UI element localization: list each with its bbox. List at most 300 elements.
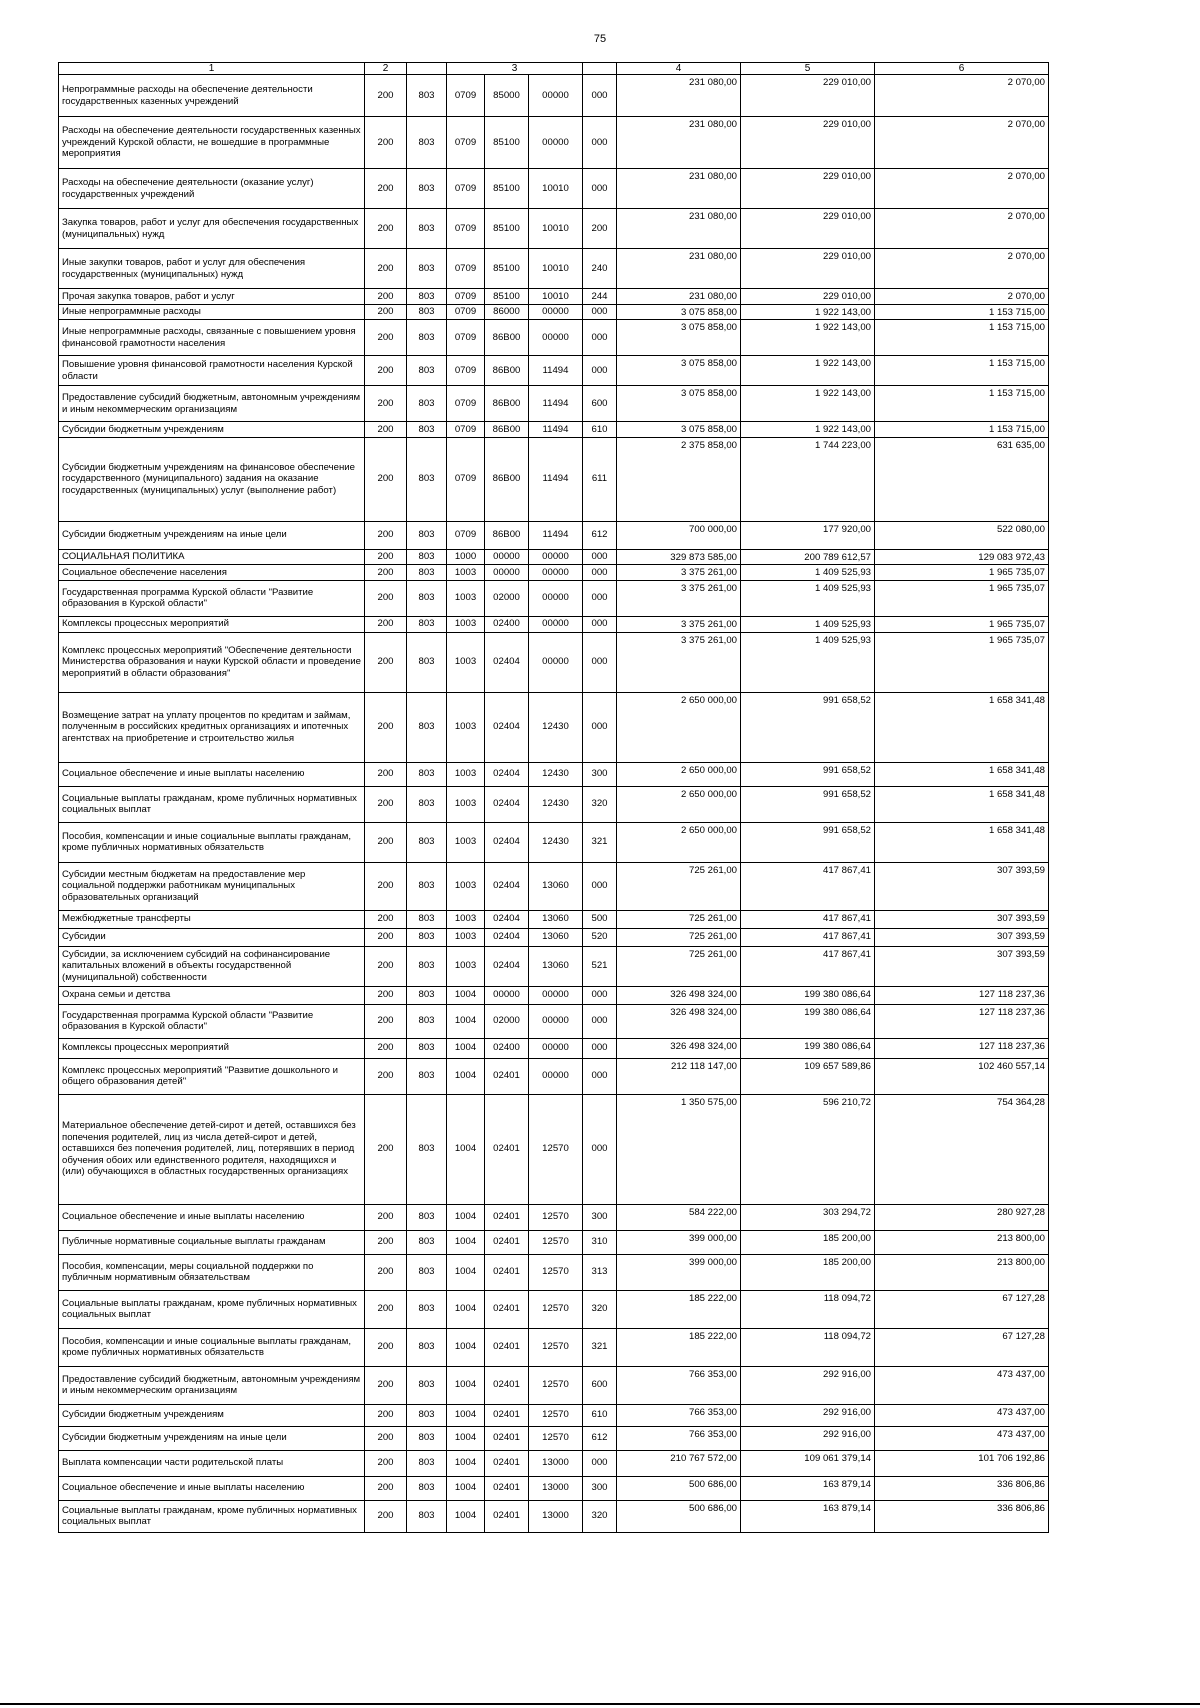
row-code-2: 200 — [365, 1450, 407, 1476]
row-code-2: 200 — [365, 928, 407, 946]
row-code-2: 200 — [365, 1476, 407, 1500]
row-value-6: 1 153 715,00 — [875, 320, 1049, 356]
row-code-direction: 12570 — [529, 1204, 583, 1230]
row-code-grbs: 803 — [407, 946, 447, 986]
row-code-direction: 00000 — [529, 1058, 583, 1094]
row-code-program: 02401 — [485, 1450, 529, 1476]
row-name: Пособия, компенсации и иные социальные выплаты гражданам, кроме публичных нормативных обязательств — [59, 1328, 365, 1366]
table-row — [59, 822, 1049, 862]
row-code-section: 1004 — [447, 986, 485, 1004]
row-code-2: 200 — [365, 632, 407, 692]
row-name: Иные непрограммные расходы, связанные с повышением уровня финансовой грамотности населения — [59, 320, 365, 356]
row-value-4: 500 686,00 — [617, 1500, 741, 1532]
row-value-5: 1 409 525,93 — [741, 616, 875, 632]
row-code-2: 200 — [365, 437, 407, 521]
row-value-5: 229 010,00 — [741, 117, 875, 169]
row-code-type: 000 — [583, 1450, 617, 1476]
row-name: Социальное обеспечение и иные выплаты населению — [59, 762, 365, 786]
row-value-4: 185 222,00 — [617, 1328, 741, 1366]
row-code-2: 200 — [365, 1058, 407, 1094]
row-code-2: 200 — [365, 762, 407, 786]
row-code-program: 02401 — [485, 1058, 529, 1094]
row-code-section: 0709 — [447, 75, 485, 117]
row-name: Расходы на обеспечение деятельности (оказание услуг) государственных учреждений — [59, 169, 365, 209]
row-value-6: 213 800,00 — [875, 1230, 1049, 1254]
table-row — [59, 565, 1049, 581]
row-value-5: 1 409 525,93 — [741, 632, 875, 692]
table-row — [59, 1404, 1049, 1426]
row-code-program: 02404 — [485, 692, 529, 762]
row-code-grbs: 803 — [407, 249, 447, 289]
row-name: Субсидии — [59, 928, 365, 946]
row-name: Предоставление субсидий бюджетным, автономным учреждениям и иным некоммерческим организациям — [59, 1366, 365, 1404]
row-code-grbs: 803 — [407, 928, 447, 946]
row-code-direction: 00000 — [529, 616, 583, 632]
row-code-direction: 13060 — [529, 910, 583, 928]
row-code-section: 0709 — [447, 386, 485, 422]
table-row — [59, 1500, 1049, 1532]
row-code-section: 1003 — [447, 616, 485, 632]
page-number: 75 — [593, 33, 607, 45]
row-value-6: 1 658 341,48 — [875, 762, 1049, 786]
row-value-5: 596 210,72 — [741, 1094, 875, 1204]
row-code-program: 85100 — [485, 117, 529, 169]
row-code-type: 610 — [583, 1404, 617, 1426]
row-value-5: 185 200,00 — [741, 1254, 875, 1290]
table-row — [59, 1328, 1049, 1366]
row-code-2: 200 — [365, 521, 407, 549]
row-value-5: 991 658,52 — [741, 822, 875, 862]
row-code-2: 200 — [365, 616, 407, 632]
table-row — [59, 762, 1049, 786]
header-col-4: 4 — [617, 63, 741, 75]
row-code-program: 86В00 — [485, 521, 529, 549]
row-code-program: 02000 — [485, 580, 529, 616]
row-value-4: 2 650 000,00 — [617, 692, 741, 762]
row-code-2: 200 — [365, 580, 407, 616]
row-code-2: 200 — [365, 75, 407, 117]
row-value-6: 1 965 735,07 — [875, 580, 1049, 616]
row-code-type: 000 — [583, 169, 617, 209]
row-code-section: 1003 — [447, 580, 485, 616]
row-value-5: 1 922 143,00 — [741, 304, 875, 320]
row-code-grbs: 803 — [407, 169, 447, 209]
row-code-section: 1004 — [447, 1328, 485, 1366]
row-name: Предоставление субсидий бюджетным, автономным учреждениям и иным некоммерческим организациям — [59, 386, 365, 422]
row-value-6: 67 127,28 — [875, 1290, 1049, 1328]
row-code-program: 00000 — [485, 565, 529, 581]
row-code-section: 0709 — [447, 249, 485, 289]
row-name: Охрана семьи и детства — [59, 986, 365, 1004]
row-code-type: 000 — [583, 632, 617, 692]
row-code-direction: 11494 — [529, 521, 583, 549]
row-code-direction: 12570 — [529, 1366, 583, 1404]
row-name: Закупка товаров, работ и услуг для обеспечения государственных (муниципальных) нужд — [59, 209, 365, 249]
row-value-4: 329 873 585,00 — [617, 549, 741, 565]
row-code-program: 85000 — [485, 75, 529, 117]
row-name: Повышение уровня финансовой грамотности населения Курской области — [59, 356, 365, 386]
row-value-5: 1 922 143,00 — [741, 386, 875, 422]
row-value-5: 991 658,52 — [741, 786, 875, 822]
row-code-program: 02404 — [485, 762, 529, 786]
row-code-direction: 00000 — [529, 117, 583, 169]
row-code-type: 320 — [583, 786, 617, 822]
table-row — [59, 910, 1049, 928]
table-row — [59, 1476, 1049, 1500]
row-code-section: 1003 — [447, 946, 485, 986]
header-col-2b — [407, 63, 447, 75]
row-code-type: 611 — [583, 437, 617, 521]
row-code-program: 02401 — [485, 1254, 529, 1290]
row-value-6: 307 393,59 — [875, 928, 1049, 946]
row-value-6: 473 437,00 — [875, 1404, 1049, 1426]
row-value-4: 3 075 858,00 — [617, 320, 741, 356]
row-value-4: 725 261,00 — [617, 862, 741, 910]
row-code-section: 1003 — [447, 762, 485, 786]
row-code-grbs: 803 — [407, 580, 447, 616]
row-code-program: 02404 — [485, 910, 529, 928]
row-code-grbs: 803 — [407, 986, 447, 1004]
row-code-type: 000 — [583, 549, 617, 565]
row-code-program: 02404 — [485, 928, 529, 946]
row-code-type: 000 — [583, 320, 617, 356]
row-value-4: 2 375 858,00 — [617, 437, 741, 521]
row-name: Субсидии бюджетным учреждениям — [59, 1404, 365, 1426]
table-row — [59, 1094, 1049, 1204]
row-value-4: 3 375 261,00 — [617, 580, 741, 616]
row-value-5: 229 010,00 — [741, 75, 875, 117]
row-code-2: 200 — [365, 1328, 407, 1366]
row-code-grbs: 803 — [407, 549, 447, 565]
table-row — [59, 209, 1049, 249]
row-code-program: 02401 — [485, 1426, 529, 1450]
row-value-6: 127 118 237,36 — [875, 1038, 1049, 1058]
row-name: Расходы на обеспечение деятельности государственных казенных учреждений Курской области, не вошедшие в программные мероприятия — [59, 117, 365, 169]
row-code-grbs: 803 — [407, 1426, 447, 1450]
header-row — [59, 63, 1049, 75]
page-bottom-rule — [0, 1703, 1200, 1705]
table-row — [59, 437, 1049, 521]
row-code-program: 00000 — [485, 549, 529, 565]
row-value-4: 725 261,00 — [617, 910, 741, 928]
row-value-4: 326 498 324,00 — [617, 1038, 741, 1058]
table-row — [59, 320, 1049, 356]
row-name: Социальные выплаты гражданам, кроме публичных нормативных социальных выплат — [59, 786, 365, 822]
row-code-program: 02404 — [485, 862, 529, 910]
row-code-2: 200 — [365, 1404, 407, 1426]
table-row — [59, 1426, 1049, 1450]
row-value-4: 185 222,00 — [617, 1290, 741, 1328]
row-value-4: 399 000,00 — [617, 1230, 741, 1254]
row-code-type: 000 — [583, 1038, 617, 1058]
row-value-6: 336 806,86 — [875, 1500, 1049, 1532]
table-row — [59, 580, 1049, 616]
row-value-5: 1 922 143,00 — [741, 422, 875, 438]
row-value-5: 199 380 086,64 — [741, 1004, 875, 1038]
row-code-2: 200 — [365, 1230, 407, 1254]
row-code-program: 85100 — [485, 209, 529, 249]
row-value-5: 292 916,00 — [741, 1404, 875, 1426]
row-code-program: 02401 — [485, 1328, 529, 1366]
row-code-direction: 13060 — [529, 946, 583, 986]
row-code-2: 200 — [365, 289, 407, 305]
row-code-direction: 00000 — [529, 986, 583, 1004]
row-code-grbs: 803 — [407, 304, 447, 320]
row-name: Социальное обеспечение и иные выплаты населению — [59, 1476, 365, 1500]
row-name: Субсидии местным бюджетам на предоставление мер социальной поддержки работникам муниципальных образовательных организаций — [59, 862, 365, 910]
row-value-4: 1 350 575,00 — [617, 1094, 741, 1204]
row-code-2: 200 — [365, 1254, 407, 1290]
row-code-section: 1003 — [447, 632, 485, 692]
row-code-direction: 12570 — [529, 1426, 583, 1450]
row-code-section: 1004 — [447, 1004, 485, 1038]
row-value-4: 2 650 000,00 — [617, 786, 741, 822]
row-value-4: 326 498 324,00 — [617, 986, 741, 1004]
row-code-direction: 11494 — [529, 386, 583, 422]
row-code-section: 1004 — [447, 1230, 485, 1254]
row-value-4: 210 767 572,00 — [617, 1450, 741, 1476]
row-code-type: 200 — [583, 209, 617, 249]
row-code-2: 200 — [365, 910, 407, 928]
row-code-grbs: 803 — [407, 521, 447, 549]
row-code-section: 1003 — [447, 822, 485, 862]
row-code-section: 0709 — [447, 521, 485, 549]
row-code-direction: 00000 — [529, 632, 583, 692]
row-code-type: 320 — [583, 1290, 617, 1328]
row-code-type: 000 — [583, 580, 617, 616]
row-code-grbs: 803 — [407, 1404, 447, 1426]
table-row — [59, 1204, 1049, 1230]
row-code-direction: 00000 — [529, 1038, 583, 1058]
row-code-program: 02401 — [485, 1404, 529, 1426]
row-name: Публичные нормативные социальные выплаты гражданам — [59, 1230, 365, 1254]
row-value-5: 163 879,14 — [741, 1500, 875, 1532]
row-value-6: 1 965 735,07 — [875, 616, 1049, 632]
row-name: Государственная программа Курской области "Развитие образования в Курской области" — [59, 580, 365, 616]
row-code-type: 000 — [583, 565, 617, 581]
row-name: Социальное обеспечение и иные выплаты населению — [59, 1204, 365, 1230]
row-name: Субсидии бюджетным учреждениям на иные цели — [59, 521, 365, 549]
row-code-section: 0709 — [447, 356, 485, 386]
row-name: Материальное обеспечение детей-сирот и детей, оставшихся без попечения родителей, лиц из числа детей-сирот и детей, оставшихся без попечения родителей, лиц, потерявших в период обучения обоих или единственного родителя, находящихся и (или) обучающихся в областных государственных организациях — [59, 1094, 365, 1204]
row-value-5: 185 200,00 — [741, 1230, 875, 1254]
row-value-6: 1 658 341,48 — [875, 692, 1049, 762]
row-code-direction: 12430 — [529, 822, 583, 862]
row-code-2: 200 — [365, 946, 407, 986]
row-value-4: 2 650 000,00 — [617, 822, 741, 862]
row-code-type: 320 — [583, 1500, 617, 1532]
row-code-2: 200 — [365, 422, 407, 438]
row-code-direction: 12570 — [529, 1290, 583, 1328]
row-code-section: 1004 — [447, 1366, 485, 1404]
row-value-6: 1 965 735,07 — [875, 565, 1049, 581]
row-value-4: 766 353,00 — [617, 1426, 741, 1450]
row-code-type: 000 — [583, 1004, 617, 1038]
row-code-program: 86В00 — [485, 356, 529, 386]
row-code-program: 02401 — [485, 1290, 529, 1328]
row-code-2: 200 — [365, 1500, 407, 1532]
row-code-grbs: 803 — [407, 437, 447, 521]
row-name: Субсидии бюджетным учреждениям — [59, 422, 365, 438]
row-code-grbs: 803 — [407, 910, 447, 928]
row-code-section: 1004 — [447, 1476, 485, 1500]
row-value-5: 109 657 589,86 — [741, 1058, 875, 1094]
row-code-2: 200 — [365, 862, 407, 910]
row-name: Пособия, компенсации, меры социальной поддержки по публичным нормативным обязательствам — [59, 1254, 365, 1290]
row-value-4: 231 080,00 — [617, 289, 741, 305]
row-code-type: 000 — [583, 692, 617, 762]
row-code-direction: 10010 — [529, 169, 583, 209]
row-value-5: 417 867,41 — [741, 946, 875, 986]
row-value-6: 129 083 972,43 — [875, 549, 1049, 565]
row-value-5: 1 409 525,93 — [741, 565, 875, 581]
row-value-4: 700 000,00 — [617, 521, 741, 549]
row-code-section: 0709 — [447, 320, 485, 356]
row-code-grbs: 803 — [407, 320, 447, 356]
row-name: Социальное обеспечение населения — [59, 565, 365, 581]
row-code-type: 520 — [583, 928, 617, 946]
row-value-4: 766 353,00 — [617, 1404, 741, 1426]
row-code-section: 1004 — [447, 1094, 485, 1204]
row-code-program: 02404 — [485, 822, 529, 862]
row-value-6: 1 153 715,00 — [875, 422, 1049, 438]
row-value-6: 473 437,00 — [875, 1366, 1049, 1404]
row-code-grbs: 803 — [407, 1366, 447, 1404]
row-code-grbs: 803 — [407, 1290, 447, 1328]
row-code-grbs: 803 — [407, 422, 447, 438]
row-code-grbs: 803 — [407, 75, 447, 117]
row-value-6: 1 658 341,48 — [875, 822, 1049, 862]
row-code-direction: 00000 — [529, 75, 583, 117]
row-code-program: 02401 — [485, 1204, 529, 1230]
row-name: СОЦИАЛЬНАЯ ПОЛИТИКА — [59, 549, 365, 565]
row-code-program: 86В00 — [485, 320, 529, 356]
row-code-2: 200 — [365, 1426, 407, 1450]
row-value-6: 307 393,59 — [875, 910, 1049, 928]
row-name: Субсидии бюджетным учреждениям на иные цели — [59, 1426, 365, 1450]
row-value-5: 292 916,00 — [741, 1426, 875, 1450]
row-code-section: 1004 — [447, 1204, 485, 1230]
row-code-program: 00000 — [485, 986, 529, 1004]
table-row — [59, 786, 1049, 822]
row-code-section: 0709 — [447, 289, 485, 305]
table-row — [59, 356, 1049, 386]
table-row — [59, 946, 1049, 986]
budget-table — [58, 62, 1049, 1533]
row-code-grbs: 803 — [407, 1094, 447, 1204]
row-value-4: 3 075 858,00 — [617, 356, 741, 386]
row-name: Субсидии, за исключением субсидий на софинансирование капитальных вложений в объекты государственной (муниципальной) собственности — [59, 946, 365, 986]
row-value-6: 127 118 237,36 — [875, 1004, 1049, 1038]
row-code-grbs: 803 — [407, 1004, 447, 1038]
row-code-program: 02401 — [485, 1500, 529, 1532]
row-value-4: 212 118 147,00 — [617, 1058, 741, 1094]
row-code-direction: 12570 — [529, 1328, 583, 1366]
row-name: Прочая закупка товаров, работ и услуг — [59, 289, 365, 305]
row-code-type: 321 — [583, 1328, 617, 1366]
row-code-type: 000 — [583, 304, 617, 320]
row-value-4: 725 261,00 — [617, 928, 741, 946]
row-value-4: 3 375 261,00 — [617, 632, 741, 692]
row-code-grbs: 803 — [407, 1476, 447, 1500]
row-code-type: 244 — [583, 289, 617, 305]
row-code-2: 200 — [365, 1366, 407, 1404]
header-col-1: 1 — [59, 63, 365, 75]
row-value-4: 231 080,00 — [617, 169, 741, 209]
table-body — [59, 75, 1049, 1533]
row-value-5: 200 789 612,57 — [741, 549, 875, 565]
row-value-6: 213 800,00 — [875, 1254, 1049, 1290]
row-code-2: 200 — [365, 356, 407, 386]
row-code-program: 02000 — [485, 1004, 529, 1038]
row-code-program: 02404 — [485, 632, 529, 692]
row-code-type: 321 — [583, 822, 617, 862]
row-value-5: 417 867,41 — [741, 910, 875, 928]
row-code-direction: 00000 — [529, 565, 583, 581]
row-value-6: 631 635,00 — [875, 437, 1049, 521]
row-code-direction: 00000 — [529, 580, 583, 616]
row-code-section: 1000 — [447, 549, 485, 565]
row-code-direction: 12430 — [529, 762, 583, 786]
row-code-grbs: 803 — [407, 1450, 447, 1476]
row-code-direction: 10010 — [529, 249, 583, 289]
row-code-section: 1004 — [447, 1450, 485, 1476]
row-value-6: 2 070,00 — [875, 209, 1049, 249]
row-code-direction: 13060 — [529, 928, 583, 946]
row-value-5: 1 409 525,93 — [741, 580, 875, 616]
table-row — [59, 862, 1049, 910]
row-value-6: 336 806,86 — [875, 1476, 1049, 1500]
row-name: Социальные выплаты гражданам, кроме публичных нормативных социальных выплат — [59, 1500, 365, 1532]
row-code-2: 200 — [365, 169, 407, 209]
row-code-2: 200 — [365, 249, 407, 289]
row-code-grbs: 803 — [407, 692, 447, 762]
row-value-5: 229 010,00 — [741, 289, 875, 305]
row-code-section: 0709 — [447, 209, 485, 249]
row-value-4: 231 080,00 — [617, 75, 741, 117]
row-code-2: 200 — [365, 386, 407, 422]
row-code-section: 1003 — [447, 862, 485, 910]
table-row — [59, 1004, 1049, 1038]
row-name: Комплекс процессных мероприятий "Обеспечение деятельности Министерства образования и науки Курской области и проведение мероприятий в области образования" — [59, 632, 365, 692]
row-code-2: 200 — [365, 1094, 407, 1204]
table-row — [59, 1450, 1049, 1476]
table-row — [59, 289, 1049, 305]
row-name: Комплекс процессных мероприятий "Развитие дошкольного и общего образования детей" — [59, 1058, 365, 1094]
row-code-section: 0709 — [447, 117, 485, 169]
row-code-program: 02400 — [485, 616, 529, 632]
row-code-direction: 10010 — [529, 289, 583, 305]
row-code-direction: 00000 — [529, 304, 583, 320]
row-code-section: 1004 — [447, 1058, 485, 1094]
row-code-section: 1004 — [447, 1404, 485, 1426]
row-code-grbs: 803 — [407, 632, 447, 692]
row-value-4: 231 080,00 — [617, 117, 741, 169]
row-code-direction: 12430 — [529, 692, 583, 762]
row-code-2: 200 — [365, 304, 407, 320]
row-value-6: 2 070,00 — [875, 249, 1049, 289]
row-code-type: 300 — [583, 1204, 617, 1230]
row-name: Выплата компенсации части родительской платы — [59, 1450, 365, 1476]
table-row — [59, 75, 1049, 117]
row-code-program: 85100 — [485, 289, 529, 305]
row-code-direction: 12570 — [529, 1254, 583, 1290]
row-code-direction: 12430 — [529, 786, 583, 822]
row-code-2: 200 — [365, 1004, 407, 1038]
row-code-grbs: 803 — [407, 289, 447, 305]
row-value-4: 231 080,00 — [617, 249, 741, 289]
row-code-direction: 12570 — [529, 1094, 583, 1204]
